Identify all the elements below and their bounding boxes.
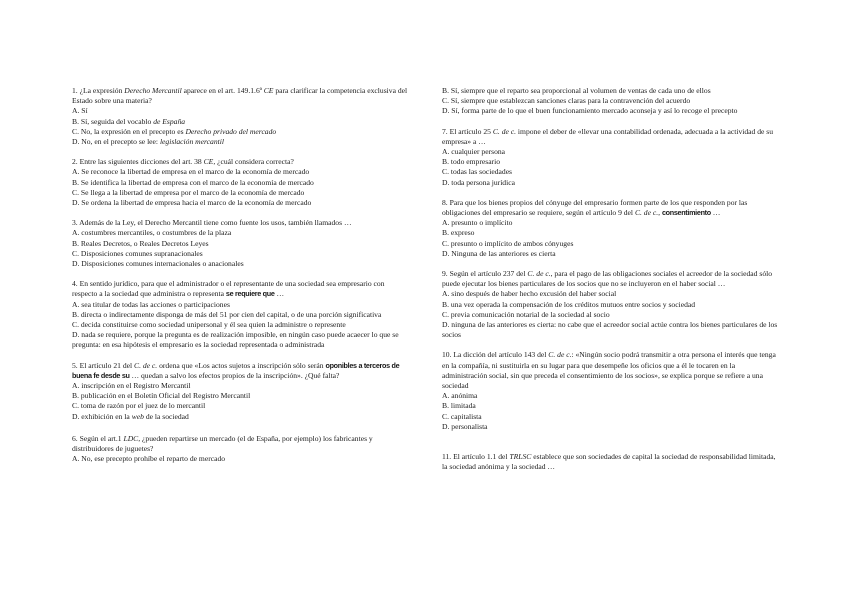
text-run: A. Se reconoce la libertad de empresa en el marco de la economía de mercado <box>72 167 310 177</box>
question-stem <box>442 127 778 147</box>
answer-option <box>72 117 408 127</box>
question-stem <box>72 279 408 299</box>
text-run: de la sociedad <box>143 411 189 421</box>
text-run: 6. Según el art.1 <box>72 433 124 443</box>
text-run: : «Ningún socio podrá transmitir a otra persona el interés que tenga en la compañía, ni sustituirla en su lugar para que desempeñe los oficios que a él le tocaren en la administración social, sin que preceda el consentimiento de los socios», se explica porque se refiere a una sociedad <box>442 350 776 391</box>
text-run: 9. Según el artículo 237 del <box>442 269 528 279</box>
answer-option <box>442 86 778 96</box>
text-run: C. decida constituirse como sociedad unipersonal y él sea quien la administre o represente <box>72 320 346 330</box>
answer-option <box>442 167 778 177</box>
answer-option <box>442 147 778 157</box>
text-run: B. Reales Decretos, o Reales Decretos Leyes <box>72 238 209 248</box>
answer-option <box>72 454 408 464</box>
text-run: A. sea titular de todas las acciones o participaciones <box>72 299 230 309</box>
text-run: 1. ¿La expresión <box>72 86 125 95</box>
text-run: impone el deber de «llevar una contabilidad ordenada, adecuada a la actividad de su empresa» a … <box>442 126 774 146</box>
text-run: 2. Entre las siguientes dicciones del art. 38 <box>72 157 204 167</box>
italic-text: TRLSC <box>509 452 532 462</box>
answer-option <box>442 300 778 310</box>
question-block <box>442 452 778 472</box>
bold-text: se requiere que <box>225 289 275 299</box>
text-run: A. costumbres mercantiles, o costumbres de la plaza <box>72 228 232 238</box>
answer-option <box>442 401 778 411</box>
text-run: D. toda persona jurídica <box>442 177 515 187</box>
question-block <box>72 157 408 208</box>
right-column <box>442 86 778 483</box>
text-run: C. previa comunicación notarial de la sociedad al socio <box>442 309 610 319</box>
text-run: A. anónima <box>442 391 478 401</box>
answer-option <box>72 300 408 310</box>
answer-option <box>72 320 408 330</box>
italic-text: C. de c. <box>634 208 659 218</box>
answer-option <box>442 391 778 401</box>
text-run: C. toma de razón por el juez de lo mercantil <box>72 401 206 411</box>
answer-option <box>72 249 408 259</box>
text-run: B. publicación en el Boletín Oficial del Registro Mercantil <box>72 391 251 401</box>
text-run: D. Sí, forma parte de lo que el buen funcionamiento mercado aconseja y así lo recoge el precepto <box>442 106 738 116</box>
left-column <box>72 86 408 475</box>
italic-text: Derecho privado del mercado <box>185 126 277 136</box>
text-run: 11. El artículo 1.1 del <box>442 452 510 462</box>
italic-text: LDC <box>123 433 139 443</box>
italic-text: legislación mercantil <box>159 137 224 147</box>
text-run: establece que son sociedades de capital la sociedad de responsabilidad limitada, la sociedad anónima y la sociedad … <box>442 452 776 472</box>
answer-option <box>442 228 778 238</box>
answer-option <box>72 137 408 147</box>
answer-option <box>442 178 778 188</box>
text-run: B. Se identifica la libertad de empresa con el marco de la economía de mercado <box>72 177 314 187</box>
text-run: B. limitada <box>442 401 476 411</box>
question-block <box>442 350 778 432</box>
answer-option <box>442 422 778 432</box>
answer-option <box>72 239 408 249</box>
question-stem <box>442 269 778 289</box>
italic-text: C. de c. <box>548 350 572 360</box>
text-run: … <box>710 208 721 218</box>
question-block <box>442 86 778 117</box>
answer-option <box>442 239 778 249</box>
answer-option <box>72 178 408 188</box>
question-stem <box>442 452 778 472</box>
text-run: C. No, la expresión en el precepto es <box>72 126 186 136</box>
answer-option <box>72 330 408 350</box>
text-run: C. Sí, siempre que establezcan sanciones claras para la contravención del acuerdo <box>442 96 691 106</box>
text-run: B. Sí, seguida del vocablo <box>72 116 154 126</box>
italic-text: CE <box>263 86 274 95</box>
italic-text: C. de c. <box>492 126 517 136</box>
text-run: B. directa o indirectamente disponga de más del 51 por cien del capital, o de una porción significativa <box>72 309 382 319</box>
text-run: ordena que «Los actos sujetos a inscripción sólo serán <box>157 360 326 370</box>
text-run: C. Se llega a la libertad de empresa por el marco de la economía de mercado <box>72 187 305 197</box>
answer-option <box>442 157 778 167</box>
text-run: , <box>658 208 662 218</box>
text-run: A. No, ese precepto prohíbe el reparto de mercado <box>72 454 226 464</box>
question-stem <box>72 434 408 454</box>
answer-option <box>442 320 778 340</box>
answer-option <box>72 401 408 411</box>
text-run: 4. En sentido jurídico, para que el administrador o el representante de una sociedad sea empresario con respecto a la sociedad que administra o representa <box>72 279 385 299</box>
answer-option <box>442 289 778 299</box>
text-run: D. nada se requiere, porque la pregunta es de realización imposible, en ningún caso puede acaecer lo que se pregunta: en esa hipótesis el empresario es la sociedad representada o administrada <box>72 330 399 350</box>
text-run: C. capitalista <box>442 411 482 421</box>
text-run: A. Sí <box>72 106 88 116</box>
italic-text: Derecho Mercantil <box>124 86 182 95</box>
answer-option <box>442 96 778 106</box>
answer-option <box>72 188 408 198</box>
question-block <box>442 198 778 259</box>
text-run: A. inscripción en el Registro Mercantil <box>72 381 191 391</box>
text-run: 7. El artículo 25 <box>442 126 493 136</box>
question-stem <box>442 350 778 391</box>
text-run: , ¿pueden repartirse un mercado (el de España, por ejemplo) los fabricantes y distribuidores de juguetes? <box>72 433 373 454</box>
answer-option <box>442 249 778 259</box>
text-run: B. expreso <box>442 228 475 238</box>
question-stem <box>72 157 408 167</box>
bold-text: consentimiento <box>661 208 711 218</box>
question-block <box>442 127 778 188</box>
question-stem <box>72 361 408 381</box>
answer-option <box>442 106 778 116</box>
text-run: 8. Para que los bienes propios del cónyuge del empresario formen parte de los que responden por las obligaciones del empresario se requiere, según el artículo 9 del <box>442 197 748 218</box>
text-run: D. Ninguna de las anteriores es cierta <box>442 248 556 258</box>
text-run: 3. Además de la Ley, el Derecho Mercantil tiene como fuente los usos, también llamados … <box>72 218 352 228</box>
text-run: … quedan a salvo los efectos propios de la inscripción». ¿Qué falta? <box>129 370 340 380</box>
text-run: … <box>274 289 285 299</box>
answer-option <box>442 310 778 320</box>
answer-option <box>442 412 778 422</box>
text-run: , para el pago de las obligaciones sociales el acreedor de la sociedad sólo puede ejecutar los bienes particulares de los socios que no se incluyeron en el haber social … <box>442 269 773 289</box>
text-run: para clarificar la competencia exclusiva del Estado sobre una materia? <box>72 86 408 106</box>
text-run: C. Disposiciones comunes supranacionales <box>72 248 203 258</box>
answer-option <box>72 310 408 320</box>
answer-option <box>72 127 408 137</box>
text-run: D. No, en el precepto se lee: <box>72 137 160 147</box>
question-block <box>72 361 408 422</box>
answer-option <box>72 412 408 422</box>
question-stem <box>442 198 778 218</box>
text-run: D. Disposiciones comunes internacionales o anacionales <box>72 259 244 269</box>
question-stem <box>72 86 408 106</box>
italic-text: CE <box>203 157 214 167</box>
question-block <box>72 86 408 147</box>
answer-option <box>72 381 408 391</box>
text-run: aparece en el art. 149.1.6ª <box>181 86 264 95</box>
answer-option <box>442 218 778 228</box>
text-run: C. todas las sociedades <box>442 167 513 177</box>
text-run: D. exhibición en la <box>72 411 132 421</box>
italic-text: C. de c. <box>527 269 551 279</box>
text-run: 5. El artículo 21 del <box>72 360 134 370</box>
question-block <box>442 269 778 340</box>
bold-text: oponibles a terceros de buena fe desde su <box>72 360 400 380</box>
answer-option <box>72 259 408 269</box>
text-run: D. personalista <box>442 421 488 431</box>
text-run: A. cualquier persona <box>442 147 506 157</box>
text-run: D. ninguna de las anteriores es cierta: no cabe que el acreedor social actúe contra los bienes particulares de los socios <box>442 320 778 340</box>
answer-option <box>72 167 408 177</box>
text-run: C. presunto o implícito de ambos cónyuges <box>442 238 574 248</box>
text-run: A. presunto o implícito <box>442 218 513 228</box>
answer-option <box>72 228 408 238</box>
answer-option <box>72 391 408 401</box>
text-run: 10. La dicción del artículo 143 del <box>442 350 549 360</box>
text-run: , ¿cuál considera correcta? <box>213 157 294 167</box>
text-run: A. sino después de haber hecho excusión del haber social <box>442 289 617 299</box>
italic-text: C. de c. <box>134 360 158 370</box>
answer-option <box>72 106 408 116</box>
text-run: B. una vez operada la compensación de los créditos mutuos entre socios y sociedad <box>442 299 696 309</box>
question-stem <box>72 218 408 228</box>
text-run: D. Se ordena la libertad de empresa hacia el marco de la economía de mercado <box>72 198 312 208</box>
text-run: B. Sí, siempre que el reparto sea proporcional al volumen de ventas de cada uno de ellos <box>442 86 711 95</box>
answer-option <box>72 198 408 208</box>
text-run: B. todo empresario <box>442 157 500 167</box>
question-block <box>72 434 408 465</box>
question-block <box>72 218 408 269</box>
italic-text: web <box>131 411 144 421</box>
question-block <box>72 279 408 350</box>
italic-text: de España <box>153 116 186 126</box>
